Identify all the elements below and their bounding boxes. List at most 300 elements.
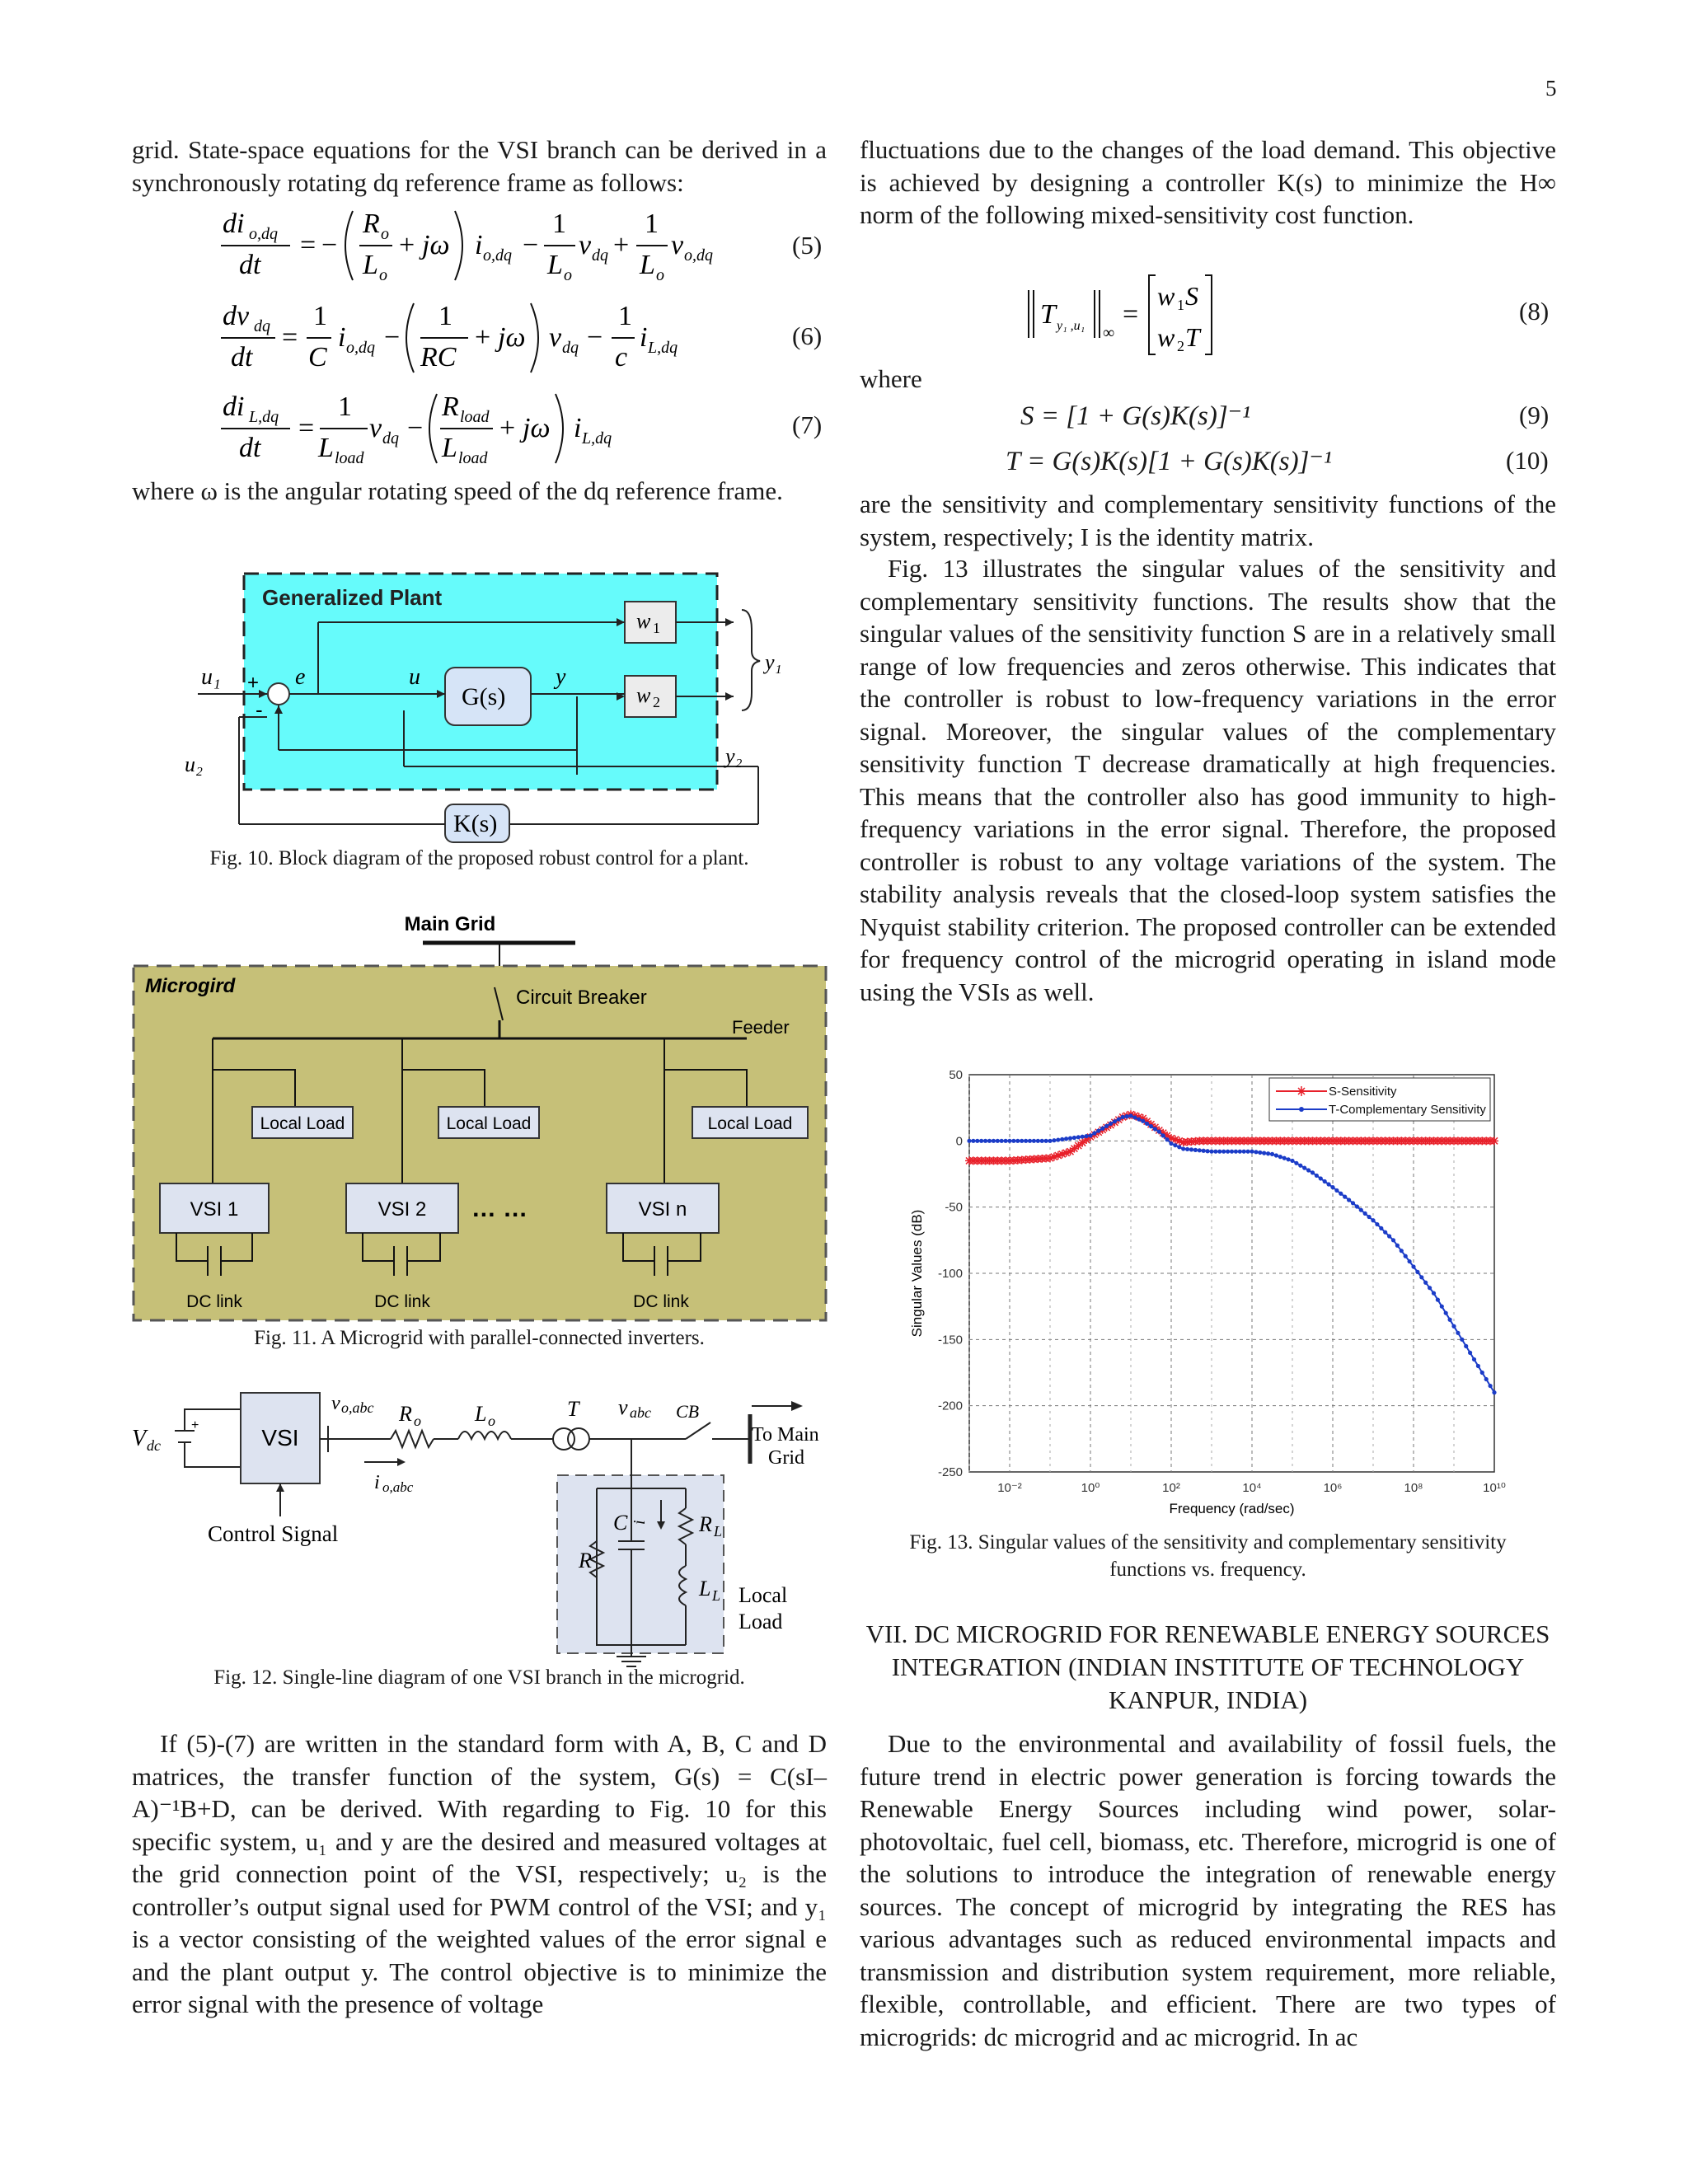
series-marker-t (1266, 1151, 1270, 1155)
fig10-caption: Fig. 10. Block diagram of the proposed robust control for a plant. (209, 847, 749, 869)
y-tick-label: -150 (937, 1333, 963, 1347)
svg-text:C: C (308, 342, 327, 373)
svg-text:=: = (298, 413, 315, 443)
svg-text:−: − (321, 230, 338, 260)
feeder-label: Feeder (732, 1017, 790, 1038)
svg-text:DC link: DC link (633, 1292, 689, 1311)
series-marker-t (1181, 1146, 1185, 1151)
series-marker-t (1343, 1195, 1347, 1199)
svg-text:1: 1 (1177, 297, 1184, 313)
series-marker-t (1028, 1139, 1032, 1143)
vsi-n-label: VSI n (638, 1198, 687, 1221)
svg-text:i: i (631, 1520, 649, 1525)
series-marker-t (1238, 1150, 1242, 1154)
y-tick-label: 50 (949, 1068, 963, 1082)
series-marker-t (1274, 1153, 1278, 1157)
svg-text:di: di (223, 391, 245, 422)
series-marker-t (1048, 1139, 1052, 1143)
svg-text:w: w (636, 609, 651, 633)
svg-text:o,dq: o,dq (684, 246, 713, 265)
svg-text:=: = (300, 230, 316, 260)
svg-text:load: load (335, 449, 364, 467)
svg-text:w: w (636, 683, 651, 707)
equation-5 (206, 198, 717, 288)
series-marker-t (1456, 1331, 1460, 1335)
generalized-plant-label: Generalized Plant (262, 585, 443, 610)
svg-text:L: L (712, 1587, 721, 1604)
series-marker-t (1024, 1139, 1028, 1143)
svg-text:L: L (318, 433, 334, 463)
svg-text:L: L (475, 1402, 487, 1426)
svg-text:o: o (656, 266, 664, 284)
svg-text:L: L (442, 433, 457, 463)
series-marker-t (1076, 1135, 1081, 1139)
series-marker-t (1202, 1149, 1206, 1153)
series-marker-t (1161, 1133, 1165, 1137)
left-bottom-paragraph: If (5)-(7) are written in the standard form with A, B, C and D matrices, the transfer function of the system, G(s) = C(sI–A)⁻¹B+D, can be derived. With regarding to Fig. 10 for this specific system, u₁ and y are the desired and measured voltages at the grid connection point of the VSI, respectively; u₂ is the controller’s output signal used for PWM control of the VSI; and y₁ is a vector consisting of the weighted values of the error signal e and the plant output y. The control objective is to minimize the error signal with the presence of voltage (132, 1729, 827, 2018)
svg-text:T: T (1040, 299, 1056, 330)
circuit-breaker-label: Circuit Breaker (516, 987, 647, 1009)
svg-text:c: c (615, 342, 628, 373)
svg-text:DC link: DC link (186, 1292, 242, 1311)
series-marker-t (1128, 1113, 1132, 1118)
svg-text:K(s): K(s) (453, 810, 498, 837)
series-marker-t (1173, 1143, 1177, 1147)
section-heading-line-1: VII. DC MICROGRID FOR RENEWABLE ENERGY SOURCES (865, 1619, 1550, 1648)
series-marker-t (1137, 1117, 1141, 1121)
svg-text:−: − (384, 322, 401, 353)
legend-label-0: S-Sensitivity (1329, 1085, 1397, 1099)
svg-text:load: load (460, 408, 490, 426)
series-marker-t (1209, 1150, 1213, 1154)
equation-5-number: (5) (792, 231, 823, 260)
series-marker-t (1206, 1149, 1210, 1153)
series-marker-t (1339, 1192, 1343, 1196)
fig13-caption-line-1: Fig. 13. Singular values of the sensitivity and complementary sensitivity (909, 1531, 1507, 1554)
svg-text:o: o (564, 266, 572, 284)
svg-text:R: R (699, 1512, 712, 1536)
series-marker-t (987, 1139, 992, 1143)
series-marker-t (1492, 1390, 1496, 1394)
series-marker-t (1448, 1318, 1452, 1322)
svg-text:v: v (331, 1393, 340, 1414)
svg-text:load: load (458, 449, 488, 467)
chart-legend (1269, 1078, 1490, 1121)
series-marker-t (1230, 1150, 1234, 1154)
svg-text:dq: dq (592, 246, 608, 265)
svg-text:di: di (223, 209, 245, 239)
series-marker-t (1068, 1137, 1072, 1141)
series-marker-t (1081, 1135, 1085, 1139)
local-load-label-2: Local Load (446, 1114, 532, 1133)
svg-text:o,dq: o,dq (249, 225, 278, 243)
series-marker-t (1383, 1230, 1387, 1235)
svg-text:i: i (475, 230, 483, 260)
series-marker-t (1221, 1150, 1226, 1154)
y-tick-label: 0 (955, 1134, 963, 1149)
series-marker-t (1400, 1249, 1404, 1253)
svg-text:u: u (409, 664, 420, 690)
svg-text:DC link: DC link (374, 1292, 430, 1311)
series-marker-t (1278, 1155, 1282, 1159)
series-marker-t (1371, 1218, 1375, 1222)
svg-text:L: L (714, 1523, 723, 1540)
series-marker-t (1294, 1161, 1298, 1165)
fig12-single-line-diagram (125, 1376, 834, 1673)
svg-text:y₂: y₂ (725, 744, 743, 768)
series-marker-t (1020, 1139, 1024, 1143)
series-marker-t (1198, 1148, 1202, 1152)
x-tick-label: 10¹⁰ (1483, 1481, 1506, 1495)
svg-text:Load: Load (738, 1610, 783, 1633)
series-marker-t (1100, 1127, 1104, 1131)
svg-text:o,abc: o,abc (341, 1399, 374, 1416)
series-marker-t (1440, 1305, 1444, 1309)
equation-7 (206, 381, 717, 471)
svg-text:-: - (256, 697, 263, 722)
svg-text:R: R (363, 209, 380, 239)
series-marker-t (1391, 1238, 1395, 1242)
series-marker-t (1141, 1119, 1145, 1123)
series-marker-t (1355, 1204, 1359, 1208)
series-marker-t (1432, 1291, 1436, 1296)
fig12-caption: Fig. 12. Single-line diagram of one VSI branch in the microgrid. (213, 1666, 745, 1689)
series-marker-t (1347, 1197, 1351, 1202)
series-marker-t (979, 1139, 983, 1143)
series-marker-t (983, 1139, 987, 1143)
svg-text:2: 2 (1177, 338, 1184, 354)
series-marker-t (1315, 1174, 1319, 1178)
series-marker-t (1226, 1150, 1230, 1154)
where-omega-text: where ω is the angular rotating speed of the dq reference frame. (132, 476, 783, 505)
summing-junction (268, 683, 289, 705)
series-marker-t (1064, 1137, 1068, 1141)
svg-text:dq: dq (562, 339, 579, 357)
svg-text:dv: dv (223, 301, 250, 331)
svg-text:L,dq: L,dq (249, 408, 279, 426)
svg-text:u₁: u₁ (201, 664, 221, 690)
svg-text:dt: dt (239, 433, 261, 463)
svg-text:2: 2 (653, 694, 660, 710)
svg-text:i: i (640, 322, 648, 353)
svg-text:T: T (1185, 322, 1200, 352)
microgrid-label: Microgird (145, 975, 236, 997)
series-marker-t (1246, 1150, 1250, 1154)
series-marker-t (1153, 1127, 1157, 1131)
svg-text:Control Signal: Control Signal (208, 1521, 339, 1546)
series-marker-t (1323, 1179, 1327, 1183)
series-marker-t (1234, 1150, 1238, 1154)
svg-text:To Main: To Main (752, 1424, 819, 1446)
series-marker-t (1000, 1139, 1004, 1143)
right-paragraph-1: are the sensitivity and complementary sensitivity functions of the system, respectively; I is the identity matrix. (860, 490, 1556, 551)
svg-text:L: L (699, 1577, 711, 1601)
series-marker-t (1217, 1150, 1221, 1154)
series-marker-t (1270, 1152, 1274, 1156)
series-marker-t (1007, 1139, 1011, 1143)
svg-text:abc: abc (630, 1404, 651, 1421)
main-grid-label: Main Grid (404, 913, 496, 935)
series-marker-t (1444, 1311, 1448, 1315)
series-marker-t (1468, 1351, 1472, 1355)
series-marker-t (1330, 1185, 1334, 1189)
svg-text:R: R (442, 391, 459, 422)
series-marker-t (1165, 1137, 1170, 1141)
series-marker-t (1096, 1129, 1100, 1133)
equation-6-number: (6) (792, 321, 823, 350)
svg-text:S: S (1185, 281, 1198, 311)
series-marker-t (1489, 1384, 1493, 1388)
svg-text:Local: Local (738, 1583, 788, 1607)
series-marker-t (1052, 1138, 1056, 1142)
svg-text:u₂: u₂ (185, 752, 204, 776)
series-marker-t (1113, 1119, 1117, 1123)
series-marker-t (1319, 1176, 1323, 1180)
series-marker-t (1379, 1226, 1383, 1230)
svg-text:T: T (567, 1397, 579, 1421)
svg-text:1: 1 (552, 209, 566, 239)
series-marker-t (1404, 1254, 1408, 1258)
dc-plus: + (191, 1418, 199, 1432)
series-marker-t (1177, 1145, 1181, 1149)
svg-text:… …: … … (471, 1195, 528, 1222)
equation-6 (206, 290, 717, 381)
series-marker-t (1145, 1122, 1149, 1126)
vsi-2-label: VSI 2 (377, 1198, 427, 1221)
svg-text:i: i (374, 1472, 380, 1493)
y-tick-label: -100 (937, 1267, 963, 1281)
series-marker-t (1085, 1134, 1089, 1138)
svg-text:R: R (579, 1549, 592, 1572)
svg-text:v: v (579, 230, 592, 260)
series-marker-t (1395, 1244, 1400, 1248)
x-axis-label: Frequency (rad/sec) (1169, 1501, 1295, 1516)
series-marker-t (1460, 1338, 1464, 1342)
equation-8 (1022, 269, 1220, 361)
series-marker-t (1298, 1164, 1302, 1168)
svg-text:v: v (369, 413, 382, 443)
equation-9: S = [1 + G(s)K(s)]⁻¹ (1020, 401, 1251, 431)
fig13-singular-values-chart (897, 1063, 1523, 1529)
series-marker-s (1490, 1137, 1498, 1145)
svg-text:jω: jω (422, 230, 450, 260)
svg-text:y₁ ,u₁: y₁ ,u₁ (1057, 319, 1085, 333)
svg-text:o,dq: o,dq (346, 339, 375, 357)
svg-text:dt: dt (239, 250, 261, 280)
series-marker-t (1306, 1168, 1311, 1172)
series-marker-t (1242, 1150, 1246, 1154)
x-tick-label: 10⁰ (1081, 1481, 1100, 1495)
svg-text:−: − (587, 322, 603, 353)
svg-text:e: e (295, 664, 306, 690)
svg-text:G(s): G(s) (462, 683, 506, 710)
series-marker-t (1415, 1270, 1419, 1274)
series-marker-t (1060, 1137, 1064, 1141)
series-marker-t (1311, 1170, 1315, 1174)
right-paragraph-2: Fig. 13 illustrates the singular values of the sensitivity and complementary sensitivity functions. The results show that the singular values of the sensitivity function S are in a relatively small range of low frequencies and zeros otherwise. This indicates that the controller is robust to low-frequency variations in the error signal. Moreover, the singular values of the complementary sensitivity function T decrease dramatically at high frequencies. This means that the controller also has good immunity to high-frequency variations in the error signal. Therefore, the proposed controller is robust to any voltage variations of the system. The stability analysis reveals that the closed-loop system satisfies the Nyquist stability criterion. The proposed controller can be extended for frequency control of the microgrid operating in island mode using the VSIs as well. (860, 554, 1556, 1006)
svg-text:VSI: VSI (261, 1425, 299, 1451)
series-marker-t (1464, 1344, 1468, 1348)
x-tick-label: 10⁻² (997, 1481, 1022, 1495)
svg-text:i: i (574, 413, 582, 443)
page-number: 5 (1545, 76, 1557, 101)
svg-text:=: = (1123, 299, 1139, 330)
series-marker-t (1375, 1222, 1379, 1226)
svg-text:+: + (475, 322, 491, 353)
series-marker-t (1282, 1156, 1287, 1160)
svg-text:dc: dc (147, 1437, 161, 1454)
series-marker-t (1367, 1215, 1372, 1219)
series-marker-t (1056, 1137, 1060, 1141)
svg-text:1: 1 (618, 301, 632, 331)
fig13-caption-line-2: functions vs. frequency. (1109, 1558, 1306, 1581)
series-marker-t (1193, 1148, 1198, 1152)
svg-text:1: 1 (438, 301, 452, 331)
series-marker-t (1032, 1139, 1036, 1143)
series-marker-t (1040, 1139, 1044, 1143)
equation-7-number: (7) (792, 410, 823, 439)
series-marker-t (1262, 1151, 1266, 1155)
series-marker-t (1258, 1151, 1262, 1155)
series-marker-t (1484, 1377, 1489, 1381)
svg-text:CB: CB (676, 1401, 700, 1422)
svg-text:−: − (523, 230, 539, 260)
svg-text:v: v (671, 230, 684, 260)
series-marker-t (996, 1139, 1000, 1143)
series-marker-t (1480, 1371, 1484, 1375)
series-marker-t (1104, 1124, 1109, 1128)
svg-text:dq: dq (382, 429, 399, 448)
series-marker-t (1387, 1234, 1391, 1238)
svg-text:+: + (247, 672, 260, 694)
right-bottom-paragraph: Due to the environmental and availability of fossil fuels, the future trend in electric power generation is forcing towards the Renewable Energy Sources including wind power, solar-photovoltaic, fuel cell, biomass, etc. Therefore, microgrid is one of the solutions to introduce the integration of renewable energy sources. The concept of microgrid by integrating the RES has various advantages such as reduced environmental impacts and transmission and distribution system requirement, more reliable, flexible, controllable, and efficient. There are two types of microgrids: dc microgrid and ac microgrid. In ac (860, 1729, 1556, 2051)
series-marker-t (1351, 1201, 1355, 1205)
svg-text:∞: ∞ (1103, 324, 1115, 342)
local-load-label-1: Local Load (260, 1114, 345, 1133)
svg-text:w: w (1157, 322, 1175, 352)
legend-marker-1 (1299, 1107, 1304, 1112)
series-marker-t (992, 1139, 996, 1143)
series-marker-t (1004, 1139, 1008, 1143)
series-marker-t (1117, 1117, 1121, 1121)
series-marker-t (1327, 1182, 1331, 1186)
fig10-block-diagram (165, 569, 782, 849)
where-text: where (860, 364, 922, 393)
series-marker-t (1072, 1136, 1076, 1140)
svg-text:L: L (363, 250, 378, 280)
series-marker-t (1250, 1150, 1254, 1154)
x-tick-label: 10⁴ (1242, 1481, 1262, 1495)
x-tick-label: 10⁸ (1404, 1481, 1423, 1495)
series-marker-t (1213, 1150, 1217, 1154)
section-heading-line-2: INTEGRATION (INDIAN INSTITUTE OF TECHNOLOGY (891, 1652, 1525, 1681)
svg-text:dq: dq (254, 317, 270, 335)
svg-text:Grid: Grid (768, 1447, 804, 1469)
series-marker-t (1011, 1139, 1015, 1143)
series-marker-t (1334, 1188, 1339, 1193)
local-load-label-3: Local Load (707, 1114, 793, 1133)
svg-text:o: o (488, 1413, 495, 1429)
fig11-caption: Fig. 11. A Microgrid with parallel-connected inverters. (254, 1327, 705, 1349)
series-marker-t (1254, 1150, 1258, 1154)
fig11-microgrid-diagram (130, 905, 831, 1327)
svg-text:1: 1 (338, 391, 352, 422)
plot-area (969, 1075, 1494, 1472)
svg-text:+: + (499, 413, 516, 443)
series-marker-t (1149, 1124, 1153, 1128)
svg-text:1: 1 (645, 209, 659, 239)
y-tick-label: -200 (937, 1399, 963, 1413)
svg-text:1: 1 (653, 620, 660, 636)
svg-text:+: + (399, 230, 415, 260)
svg-text:jω: jω (498, 322, 526, 353)
svg-text:jω: jω (523, 413, 551, 443)
series-marker-t (1121, 1115, 1125, 1119)
series-marker-t (1423, 1281, 1428, 1285)
x-tick-label: 10⁶ (1323, 1481, 1343, 1495)
svg-text:v: v (618, 1395, 628, 1419)
svg-text:V: V (132, 1426, 147, 1451)
series-marker-t (1290, 1159, 1294, 1163)
y-axis-label: Singular Values (dB) (909, 1209, 925, 1338)
series-marker-t (967, 1139, 971, 1143)
svg-text:o: o (379, 266, 387, 284)
svg-text:y: y (556, 664, 566, 690)
series-marker-t (1169, 1141, 1173, 1146)
legend-label-1: T-Complementary Sensitivity (1329, 1103, 1486, 1117)
series-marker-t (1109, 1122, 1113, 1126)
svg-text:w: w (1157, 281, 1175, 311)
equation-9-number: (9) (1519, 401, 1550, 429)
svg-text:o,dq: o,dq (483, 246, 512, 265)
vsi-1-label: VSI 1 (190, 1198, 239, 1221)
svg-text:y₁: y₁ (765, 650, 782, 674)
x-tick-label: 10² (1162, 1481, 1180, 1495)
svg-text:−: − (407, 413, 424, 443)
series-marker-t (1451, 1324, 1456, 1329)
series-marker-t (1132, 1115, 1137, 1119)
svg-text:RC: RC (420, 342, 457, 373)
svg-text:L: L (547, 250, 563, 280)
equation-8-number: (8) (1519, 297, 1550, 326)
svg-text:o,abc: o,abc (382, 1479, 414, 1495)
series-marker-t (975, 1139, 979, 1143)
microgrid-box (134, 966, 826, 1320)
series-marker-t (1157, 1129, 1161, 1133)
svg-text:=: = (282, 322, 298, 353)
y-tick-label: -50 (945, 1200, 963, 1215)
left-intro-text: grid. State-space equations for the VSI branch can be derived in a synchronously rotating dq reference frame as follows: (132, 135, 827, 197)
series-marker-t (1185, 1147, 1189, 1151)
equation-10-number: (10) (1506, 446, 1549, 475)
series-marker-t (1436, 1298, 1440, 1302)
series-marker-t (1408, 1259, 1412, 1263)
series-marker-t (1411, 1264, 1415, 1268)
svg-text:R: R (399, 1402, 412, 1426)
series-marker-t (1419, 1275, 1423, 1279)
svg-text:L,dq: L,dq (648, 339, 678, 357)
series-marker-t (1302, 1166, 1306, 1170)
svg-text:C: C (613, 1511, 628, 1535)
svg-text:v: v (549, 322, 562, 353)
svg-text:L,dq: L,dq (582, 429, 612, 448)
svg-text:+: + (613, 230, 630, 260)
series-marker-t (1472, 1357, 1476, 1361)
series-marker-t (971, 1139, 975, 1143)
series-marker-t (1476, 1364, 1480, 1368)
svg-text:i: i (338, 322, 346, 353)
svg-text:o: o (381, 225, 389, 243)
